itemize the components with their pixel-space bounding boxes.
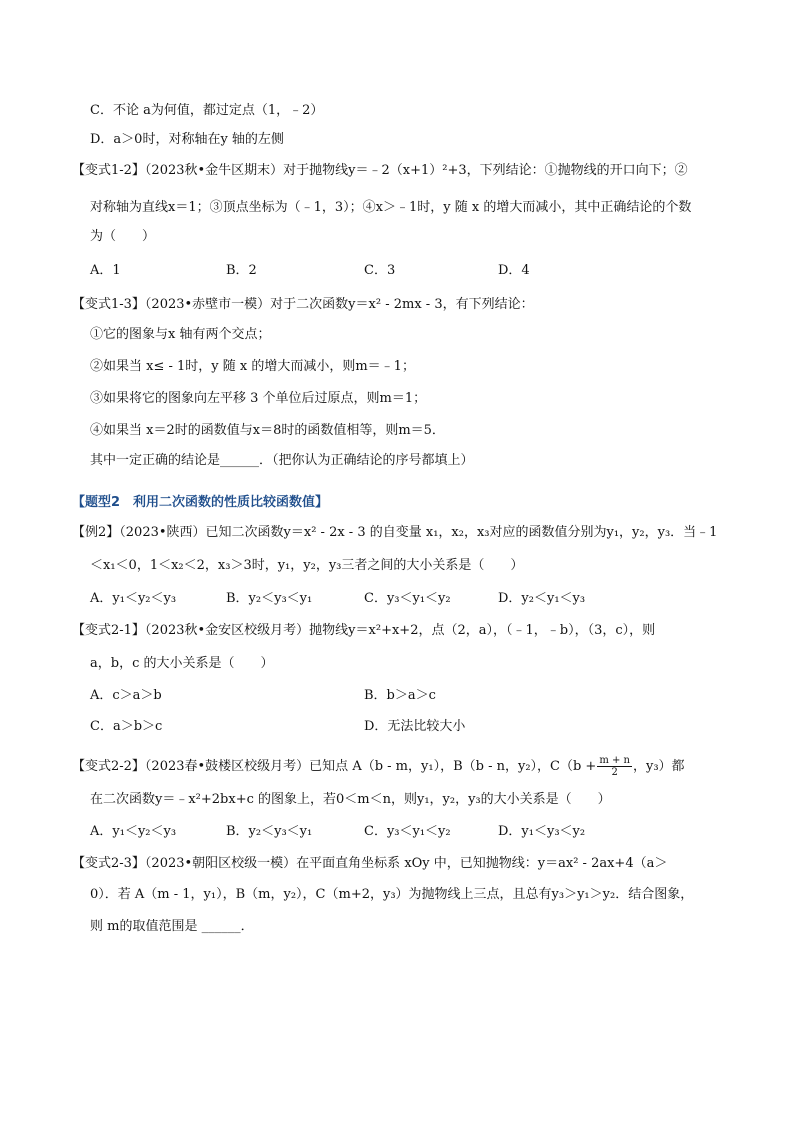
fraction [597, 755, 632, 778]
q21-option-a: A．c＞a＞b [90, 688, 162, 703]
statement-1: ①它的图象与x 轴有两个交点； [90, 327, 271, 342]
q21-option-d: D．无法比较大小 [364, 719, 466, 734]
q2-option-b: B．y₂＜y₃＜y₁ [226, 591, 313, 606]
q12-option-d: D．4 [498, 263, 530, 278]
fraction-numerator: m + n [599, 755, 630, 766]
example-2-stem-cont: ＜x₁＜0，1＜x₂＜2，x₃＞3时，y₁，y₂，y₃三者之间的大小关系是（ ） [90, 558, 524, 573]
question-1-2-stem: 【变式1-2】（2023秋•金牛区期末）对于抛物线y＝﹣2（x+1）²+3，下列结论：①抛物线的开口向下；② [72, 163, 688, 178]
q2-option-a: A．y₁＜y₂＜y₃ [90, 591, 177, 606]
section-heading: 【题型2 利用二次函数的性质比较函数值】 [72, 495, 329, 510]
q2-option-c: C．y₃＜y₁＜y₂ [364, 591, 451, 606]
question-1-2-stem-end: 为（ ） [90, 229, 156, 244]
question-2-1-stem-cont: a，b，c 的大小关系是（ ） [90, 656, 274, 671]
statement-3: ③如果将它的图象向左平移 3 个单位后过原点，则m＝1； [90, 391, 427, 406]
fraction-denominator: 2 [611, 767, 618, 778]
q22-option-d: D．y₁＜y₃＜y₂ [498, 824, 586, 839]
question-2-2-stem [72, 755, 685, 778]
question-2-1-stem: 【变式2-1】（2023秋•金安区校级月考）抛物线y＝x²+x+2，点（2，a），（﹣1，﹣b），（3，c），则 [72, 623, 656, 638]
option-d-line: D．a＞0时，对称轴在y 轴的左侧 [90, 132, 284, 147]
question-1-2-stem-cont: 对称轴为直线x＝1；③顶点坐标为（﹣1，3）；④x＞﹣1时，y 随 x 的增大而减小，其中正确结论的个数 [90, 200, 692, 215]
q12-option-b: B．2 [226, 263, 257, 278]
statement-2: ②如果当 x≤ - 1时，y 随 x 的增大而减小，则m＝﹣1； [90, 359, 415, 374]
q22-option-b: B．y₂＜y₃＜y₁ [226, 824, 313, 839]
question-1-3-stem: 【变式1-3】（2023•赤壁市一模）对于二次函数y＝x² - 2mx - 3，有下列结论： [72, 297, 534, 312]
question-2-3-stem-end: 则 m的取值范围是 ______． [90, 919, 254, 934]
question-2-3-stem: 【变式2-3】（2023•朝阳区校级一模）在平面直角坐标系 xOy 中，已知抛物线：y＝ax² - 2ax+4（a＞ [72, 856, 668, 871]
fill-blank-line: 其中一定正确的结论是______．（把你认为正确结论的序号都填上） [90, 453, 474, 468]
q22-option-c: C．y₃＜y₁＜y₂ [364, 824, 451, 839]
q2-option-d: D．y₂＜y₁＜y₃ [498, 591, 586, 606]
question-2-2-text-a: 【变式2-2】（2023春•鼓楼区校级月考）已知点 A（b - m，y₁），B（b - n，y₂），C（b + [72, 759, 597, 774]
question-2-2-stem-cont: 在二次函数y＝﹣x²+2bx+c 的图象上，若0＜m＜n，则y₁，y₂，y₃的大小关系是（ ） [90, 792, 611, 807]
q22-option-a: A．y₁＜y₂＜y₃ [90, 824, 177, 839]
q21-option-b: B．b＞a＞c [364, 688, 436, 703]
question-2-3-stem-cont: 0）．若 A（m - 1，y₁），B（m，y₂），C（m+2，y₃）为抛物线上三点，且总有y₃＞y₁＞y₂．结合图象， [90, 887, 694, 902]
q12-option-a: A．1 [90, 263, 121, 278]
example-2-stem: 【例2】（2023•陕西）已知二次函数y＝x² - 2x - 3 的自变量 x₁，x₂，x₃对应的函数值分别为y₁，y₂，y₃．当﹣1 [72, 525, 718, 540]
q21-option-c: C．a＞b＞c [90, 719, 163, 734]
statement-4: ④如果当 x＝2时的函数值与x＝8时的函数值相等，则m＝5． [90, 423, 445, 438]
option-c-line: C．不论 a为何值，都过定点（1，﹣2） [90, 103, 324, 118]
question-2-2-text-b: ，y₃）都 [633, 759, 685, 774]
q12-option-c: C．3 [364, 263, 396, 278]
